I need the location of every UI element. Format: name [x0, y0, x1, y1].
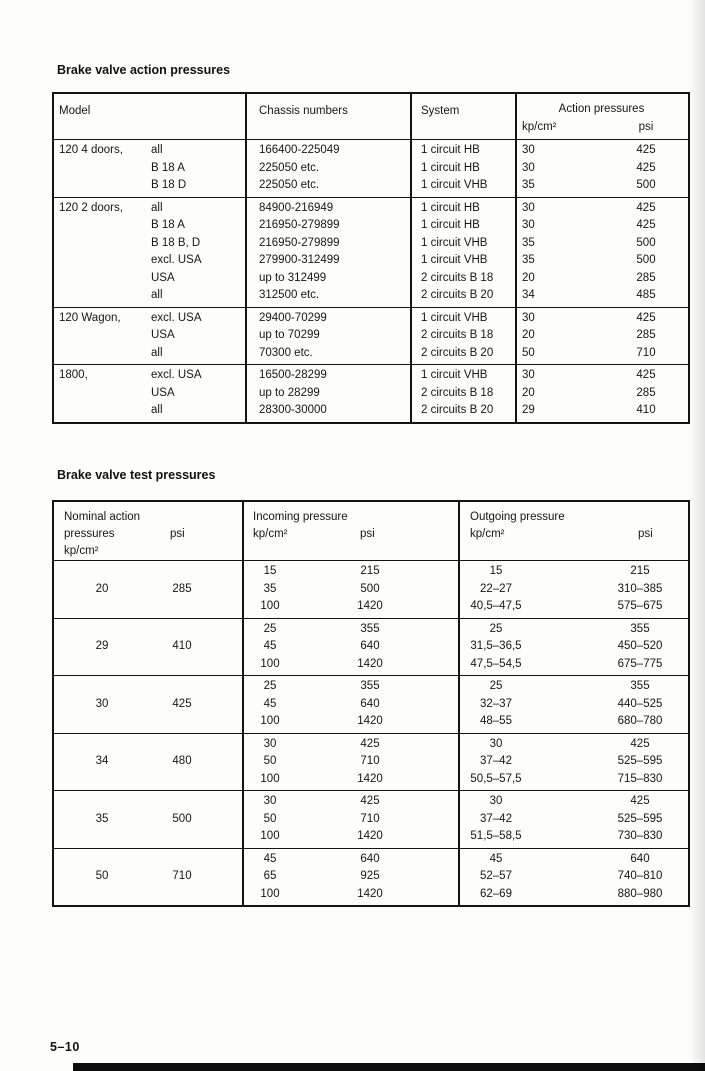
action-pressure-line	[515, 252, 688, 270]
kp-value: 35	[522, 254, 535, 266]
table1-header-action	[515, 94, 688, 139]
outgoing-pressure-line	[458, 638, 688, 656]
system-value: 1 circuit HB	[421, 201, 480, 214]
kp-value: 48–55	[480, 715, 512, 727]
kp-value: 37–42	[480, 755, 512, 767]
chassis-value: 70300 etc.	[259, 346, 313, 359]
incoming-cell	[242, 849, 458, 906]
psi-value: 1420	[357, 600, 383, 612]
table1-divider-2	[410, 94, 412, 422]
psi-value: 285	[636, 386, 656, 399]
kp-value: 34	[522, 289, 535, 301]
page-number: 5–10	[50, 1040, 80, 1054]
kp-value: 40,5–47,5	[470, 600, 522, 612]
model-cell	[54, 365, 245, 422]
incoming-pressure-line	[242, 656, 458, 674]
table-row	[54, 618, 688, 676]
action-pressures-table	[52, 92, 690, 424]
kp-value: 65	[263, 870, 277, 882]
psi-value: 425	[636, 311, 656, 324]
table1-divider-3	[515, 94, 517, 422]
model-cell	[54, 140, 245, 197]
kp-value: 100	[260, 657, 280, 670]
table2-divider-1	[242, 502, 244, 905]
incoming-pressure-line	[242, 793, 458, 811]
psi-value: 425	[636, 144, 656, 156]
table1-divider-1	[245, 94, 247, 422]
psi-value: 710	[636, 346, 656, 359]
table1-header-model: Model	[59, 105, 91, 117]
incoming-pressure-line	[242, 811, 458, 829]
table2-header-nominal-kp-unit: kp/cm²	[64, 545, 99, 557]
psi-value: 355	[630, 622, 650, 635]
table1-header-row	[54, 94, 688, 139]
psi-value: 425	[360, 737, 380, 750]
incoming-pressure-line	[242, 851, 458, 869]
incoming-pressure-line	[242, 598, 458, 616]
system-value: 1 circuit HB	[421, 161, 480, 174]
nominal-psi-value: 285	[172, 582, 192, 595]
kp-value: 30	[489, 737, 503, 750]
table2-divider-2	[458, 502, 460, 905]
kp-value: 29	[522, 404, 535, 416]
kp-value: 35	[522, 236, 535, 249]
table2-header-row	[54, 502, 688, 560]
psi-value: 500	[360, 582, 380, 595]
outgoing-pressure-line	[458, 581, 688, 599]
incoming-cell	[242, 561, 458, 618]
kp-value: 37–42	[480, 812, 512, 825]
outgoing-pressure-line	[458, 828, 688, 846]
kp-value: 30	[263, 795, 277, 807]
kp-value: 100	[260, 772, 280, 785]
nominal-kp-value: 29	[95, 640, 109, 652]
table1-header-action-label: Action pressures	[558, 103, 645, 115]
chassis-value: 84900-216949	[259, 201, 334, 214]
psi-value: 710	[360, 755, 380, 767]
table1-title: Brake valve action pressures	[57, 63, 231, 77]
kp-value: 100	[260, 830, 280, 842]
system-value: 1 circuit VHB	[421, 236, 488, 249]
psi-value: 425	[636, 369, 656, 381]
system-value: 1 circuit VHB	[421, 311, 488, 324]
incoming-pressure-line	[242, 696, 458, 714]
variant-label: USA	[151, 329, 175, 341]
incoming-pressure-line	[242, 771, 458, 789]
chassis-cell	[245, 308, 410, 365]
psi-value: 355	[630, 680, 650, 692]
kp-value: 32–37	[480, 697, 512, 710]
chassis-value: 29400-70299	[259, 311, 327, 324]
variant-label: B 18 A	[151, 161, 185, 174]
variant-label: all	[151, 404, 163, 416]
psi-value: 450–520	[617, 640, 663, 652]
action-pressure-line	[515, 177, 688, 195]
kp-value: 15	[489, 565, 503, 577]
kp-value: 30	[522, 219, 535, 231]
chassis-value: 216950-279899	[259, 236, 340, 249]
incoming-cell	[242, 734, 458, 791]
table-row	[54, 197, 688, 307]
chassis-value: 216950-279899	[259, 219, 340, 231]
kp-value: 25	[489, 622, 503, 635]
psi-value: 640	[360, 640, 380, 652]
outgoing-pressure-line	[458, 793, 688, 811]
kp-value: 45	[263, 640, 277, 652]
action-pressure-line	[515, 327, 688, 345]
action-pressure-line	[515, 287, 688, 305]
nominal-cell	[54, 676, 242, 733]
nominal-psi-value: 480	[172, 755, 192, 767]
psi-value: 215	[630, 565, 650, 577]
system-cell	[410, 198, 515, 307]
system-value: 2 circuits B 18	[421, 271, 494, 284]
action-pressure-line	[515, 345, 688, 363]
model-cell	[54, 308, 245, 365]
kp-value: 100	[260, 887, 280, 900]
action-pressures-cell	[515, 140, 688, 197]
action-pressures-cell	[515, 308, 688, 365]
table2-header-nominal	[54, 502, 242, 560]
action-pressure-line	[515, 402, 688, 420]
model-name: 120 Wagon,	[59, 311, 121, 324]
table-row	[54, 848, 688, 906]
chassis-value: 225050 etc.	[259, 161, 320, 174]
psi-value: 500	[636, 179, 656, 191]
model-name: 120 2 doors,	[59, 201, 123, 214]
system-value: 2 circuits B 20	[421, 346, 494, 359]
outgoing-pressure-line	[458, 678, 688, 696]
outgoing-cell	[458, 561, 688, 618]
outgoing-cell	[458, 619, 688, 676]
psi-value: 500	[636, 236, 656, 249]
psi-value: 640	[360, 852, 380, 865]
action-pressure-line	[515, 217, 688, 235]
kp-value: 45	[489, 852, 503, 865]
kp-value: 45	[263, 697, 277, 710]
kp-value: 35	[263, 582, 277, 595]
system-value: 2 circuits B 18	[421, 329, 494, 341]
table-row	[54, 364, 688, 422]
system-cell	[410, 308, 515, 365]
kp-value: 50,5–57,5	[470, 772, 522, 785]
outgoing-cell	[458, 676, 688, 733]
incoming-pressure-line	[242, 886, 458, 904]
variant-label: all	[151, 289, 163, 301]
table2-header-incoming-kp-unit: kp/cm²	[253, 528, 288, 540]
action-pressure-line	[515, 385, 688, 403]
chassis-cell	[245, 198, 410, 307]
psi-value: 425	[636, 201, 656, 214]
outgoing-pressure-line	[458, 598, 688, 616]
table2-header-incoming	[242, 502, 458, 560]
psi-value: 1420	[357, 772, 383, 785]
outgoing-pressure-line	[458, 736, 688, 754]
kp-value: 20	[522, 386, 535, 399]
outgoing-pressure-line	[458, 886, 688, 904]
system-value: 1 circuit HB	[421, 219, 480, 231]
table2-header-nominal-psi-unit: psi	[170, 528, 185, 540]
page-bottom-rule	[73, 1063, 705, 1071]
chassis-cell	[245, 140, 410, 197]
nominal-cell	[54, 791, 242, 848]
action-pressure-line	[515, 142, 688, 160]
psi-value: 440–525	[617, 697, 663, 710]
incoming-pressure-line	[242, 678, 458, 696]
nominal-cell	[54, 561, 242, 618]
kp-value: 22–27	[480, 582, 512, 595]
kp-value: 30	[522, 201, 535, 214]
outgoing-pressure-line	[458, 656, 688, 674]
incoming-pressure-line	[242, 581, 458, 599]
psi-value: 1420	[357, 657, 383, 670]
kp-value: 62–69	[480, 887, 512, 900]
kp-value: 20	[522, 329, 535, 341]
chassis-value: 166400-225049	[259, 144, 340, 156]
psi-value: 215	[360, 565, 380, 577]
outgoing-pressure-line	[458, 851, 688, 869]
nominal-psi-value: 500	[172, 812, 192, 825]
test-pressures-table	[52, 500, 690, 907]
system-value: 2 circuits B 20	[421, 404, 494, 416]
action-pressure-line	[515, 367, 688, 385]
psi-value: 1420	[357, 830, 383, 842]
variant-label: excl. USA	[151, 311, 202, 324]
nominal-psi-value: 710	[172, 870, 192, 882]
nominal-kp-value: 35	[95, 812, 109, 825]
table1-header-chassis: Chassis numbers	[259, 105, 348, 117]
kp-value: 47,5–54,5	[470, 657, 522, 670]
kp-value: 25	[489, 680, 503, 692]
chassis-value: 225050 etc.	[259, 179, 320, 191]
variant-label: all	[151, 144, 163, 156]
psi-value: 355	[360, 622, 380, 635]
table-row	[54, 733, 688, 791]
psi-value: 285	[636, 271, 656, 284]
nominal-kp-value: 50	[95, 870, 109, 882]
chassis-value: up to 28299	[259, 386, 320, 399]
incoming-pressure-line	[242, 563, 458, 581]
variant-label: B 18 B, D	[151, 236, 201, 249]
psi-value: 640	[630, 852, 650, 865]
system-value: 1 circuit VHB	[421, 254, 488, 266]
action-pressure-line	[515, 270, 688, 288]
psi-value: 355	[360, 680, 380, 692]
outgoing-pressure-line	[458, 696, 688, 714]
nominal-cell	[54, 849, 242, 906]
outgoing-pressure-line	[458, 868, 688, 886]
psi-value: 575–675	[617, 600, 663, 612]
outgoing-pressure-line	[458, 621, 688, 639]
variant-label: USA	[151, 271, 175, 284]
system-value: 1 circuit VHB	[421, 179, 488, 191]
psi-value: 925	[360, 870, 380, 882]
kp-value: 25	[263, 680, 277, 692]
psi-value: 425	[630, 795, 650, 807]
variant-label: B 18 D	[151, 179, 187, 191]
kp-value: 35	[522, 179, 535, 191]
variant-list	[151, 200, 245, 305]
outgoing-cell	[458, 849, 688, 906]
system-cell	[410, 140, 515, 197]
psi-value: 730–830	[617, 830, 663, 842]
psi-value: 880–980	[617, 887, 663, 900]
psi-value: 715–830	[617, 772, 663, 785]
outgoing-pressure-line	[458, 713, 688, 731]
nominal-kp-value: 20	[95, 582, 109, 595]
psi-value: 675–775	[617, 657, 663, 670]
variant-list	[151, 367, 245, 420]
variant-label: excl. USA	[151, 254, 202, 266]
system-value: 2 circuits B 18	[421, 386, 494, 399]
scan-edge-shading	[689, 0, 705, 1071]
system-value: 1 circuit VHB	[421, 369, 488, 381]
kp-value: 31,5–36,5	[470, 640, 522, 652]
incoming-pressure-line	[242, 713, 458, 731]
action-pressures-cell	[515, 198, 688, 307]
kp-value: 30	[522, 161, 535, 174]
chassis-cell	[245, 365, 410, 422]
action-pressure-line	[515, 160, 688, 178]
kp-value: 50	[522, 346, 535, 359]
kp-value: 25	[263, 622, 277, 635]
kp-value: 15	[263, 565, 277, 577]
psi-value: 500	[636, 254, 656, 266]
variant-label: USA	[151, 386, 175, 399]
kp-value: 30	[522, 311, 535, 324]
table2-header-outgoing-label: Outgoing pressure	[470, 511, 565, 523]
outgoing-cell	[458, 791, 688, 848]
incoming-pressure-line	[242, 638, 458, 656]
psi-value: 425	[636, 161, 656, 174]
psi-value: 310–385	[617, 582, 663, 595]
action-pressure-line	[515, 200, 688, 218]
table-row	[54, 307, 688, 365]
incoming-pressure-line	[242, 868, 458, 886]
outgoing-pressure-line	[458, 811, 688, 829]
table-row	[54, 560, 688, 618]
incoming-cell	[242, 676, 458, 733]
table-row	[54, 675, 688, 733]
chassis-value: 16500-28299	[259, 369, 327, 381]
kp-value: 30	[522, 144, 535, 156]
nominal-kp-value: 34	[95, 755, 109, 767]
nominal-cell	[54, 734, 242, 791]
kp-value: 100	[260, 715, 280, 727]
kp-value: 30	[522, 369, 535, 381]
action-pressure-line	[515, 235, 688, 253]
psi-value: 425	[636, 219, 656, 231]
chassis-value: up to 70299	[259, 329, 320, 341]
incoming-cell	[242, 791, 458, 848]
psi-value: 425	[360, 795, 380, 807]
kp-value: 100	[260, 600, 280, 612]
psi-value: 710	[360, 812, 380, 825]
nominal-psi-value: 425	[172, 697, 192, 710]
psi-value: 1420	[357, 715, 383, 727]
model-name: 1800,	[59, 369, 88, 381]
psi-value: 680–780	[617, 715, 663, 727]
table2-header-outgoing-kp-unit: kp/cm²	[470, 528, 505, 540]
table2-header-nominal-line1: Nominal action	[64, 511, 141, 523]
outgoing-pressure-line	[458, 753, 688, 771]
system-value: 1 circuit HB	[421, 144, 480, 156]
action-pressures-cell	[515, 365, 688, 422]
kp-value: 20	[522, 271, 535, 284]
variant-label: all	[151, 201, 163, 214]
table2-title: Brake valve test pressures	[57, 468, 216, 482]
psi-value: 485	[636, 289, 656, 301]
table1-header-system: System	[421, 105, 460, 117]
variant-list	[151, 142, 245, 195]
nominal-kp-value: 30	[95, 697, 109, 710]
psi-value: 285	[636, 329, 656, 341]
variant-label: B 18 A	[151, 219, 185, 231]
table2-header-incoming-label: Incoming pressure	[253, 511, 348, 523]
incoming-cell	[242, 619, 458, 676]
kp-value: 30	[263, 737, 277, 750]
variant-label: excl. USA	[151, 369, 202, 381]
table2-header-outgoing-psi-unit: psi	[638, 528, 653, 540]
incoming-pressure-line	[242, 753, 458, 771]
table1-header-psi-unit: psi	[638, 120, 654, 133]
incoming-pressure-line	[242, 736, 458, 754]
kp-value: 30	[489, 795, 503, 807]
action-pressure-line	[515, 310, 688, 328]
variant-label: all	[151, 346, 163, 359]
outgoing-pressure-line	[458, 771, 688, 789]
system-cell	[410, 365, 515, 422]
psi-value: 525–595	[617, 812, 663, 825]
chassis-value: 279900-312499	[259, 254, 340, 266]
table1-header-kp-unit: kp/cm²	[522, 120, 557, 133]
incoming-pressure-line	[242, 621, 458, 639]
chassis-value: 28300-30000	[259, 404, 327, 416]
nominal-cell	[54, 619, 242, 676]
kp-value: 50	[263, 812, 277, 825]
chassis-value: 312500 etc.	[259, 289, 320, 301]
chassis-value: up to 312499	[259, 271, 327, 284]
kp-value: 51,5–58,5	[470, 830, 522, 842]
psi-value: 410	[636, 404, 656, 416]
psi-value: 740–810	[617, 870, 663, 882]
table-row	[54, 790, 688, 848]
kp-value: 52–57	[480, 870, 512, 882]
psi-value: 425	[630, 737, 650, 750]
psi-value: 640	[360, 697, 380, 710]
outgoing-pressure-line	[458, 563, 688, 581]
table-row	[54, 139, 688, 197]
outgoing-cell	[458, 734, 688, 791]
table2-header-nominal-line2: pressures	[64, 528, 115, 540]
table2-header-incoming-psi-unit: psi	[360, 528, 375, 540]
variant-list	[151, 310, 245, 363]
kp-value: 50	[263, 755, 277, 767]
psi-value: 525–595	[617, 755, 663, 767]
psi-value: 1420	[357, 887, 383, 900]
model-name: 120 4 doors,	[59, 144, 123, 156]
incoming-pressure-line	[242, 828, 458, 846]
kp-value: 45	[263, 852, 277, 865]
nominal-psi-value: 410	[172, 640, 192, 652]
table2-header-outgoing	[458, 502, 688, 560]
model-cell	[54, 198, 245, 307]
system-value: 2 circuits B 20	[421, 289, 494, 301]
